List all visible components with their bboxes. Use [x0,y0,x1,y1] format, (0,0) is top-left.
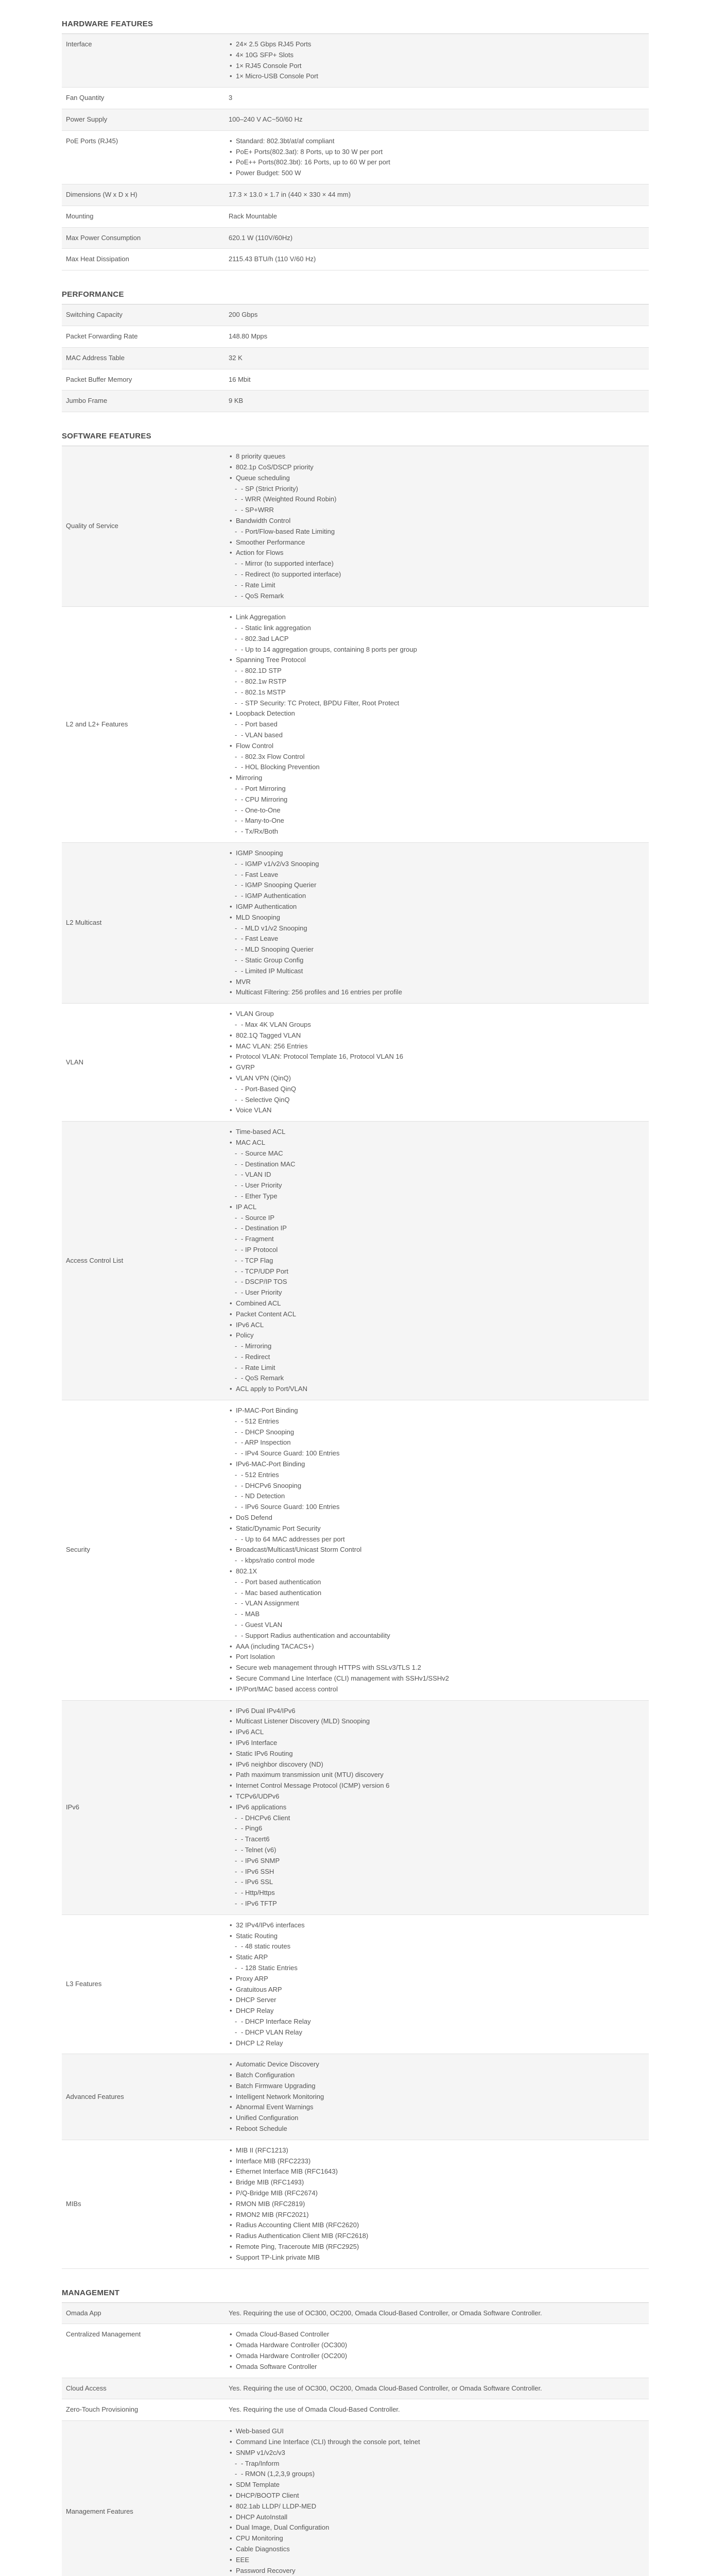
spec-list-item: • Web-based GUI [236,2426,645,2437]
spec-list-item: • Combined ACL [236,1298,645,1309]
spec-list-item: - - IPv6 Source Guard: 100 Entries [236,1502,645,1513]
spec-table [62,446,649,2269]
spec-label: Management Features [62,2421,224,2576]
spec-value [224,607,649,843]
spec-list-item: • Port Isolation [236,1652,645,1663]
spec-label: L2 Multicast [62,843,224,1004]
spec-row [62,304,649,326]
spec-label: Quality of Service [62,446,224,607]
spec-list-item: • DoS Defend [236,1513,645,1523]
spec-list-item: - - Rate Limit [236,1363,645,1374]
spec-value: 620.1 W (110V/60Hz) [224,227,649,249]
spec-list-item: - - Static Group Config [236,955,645,966]
spec-list-item: - - Redirect [236,1352,645,1363]
spec-list-item: • IPv6 Interface [236,1738,645,1749]
spec-list-item: • 802.1Q Tagged VLAN [236,1030,645,1041]
spec-value [224,843,649,1004]
section-title: MANAGEMENT [62,2272,649,2303]
spec-list-item: • SDM Template [236,2480,645,2490]
spec-list-item: • Unified Configuration [236,2113,645,2124]
spec-row [62,109,649,130]
spec-label: IPv6 [62,1700,224,1914]
section-title: HARDWARE FEATURES [62,3,649,34]
spec-label: Mounting [62,206,224,227]
spec-list-item: - - STP Security: TC Protect, BPDU Filter, Root Protect [236,698,645,709]
spec-list-item: • Remote Ping, Traceroute MIB (RFC2925) [236,2242,645,2252]
spec-list-item: • 1× RJ45 Console Port [236,61,645,72]
section-title: SOFTWARE FEATURES [62,415,649,446]
spec-label: Zero-Touch Provisioning [62,2399,224,2421]
spec-list-item: • P/Q-Bridge MIB (RFC2674) [236,2188,645,2199]
spec-list-item: • VLAN Group [236,1009,645,1020]
spec-list-item: • 4× 10G SFP+ Slots [236,50,645,61]
spec-list-item: - - User Priority [236,1287,645,1298]
spec-value [224,34,649,88]
spec-label: Omada App [62,2303,224,2324]
spec-list-item: • Omada Hardware Controller (OC200) [236,2351,645,2362]
spec-table [62,34,649,270]
spec-list-item: • Static IPv6 Routing [236,1749,645,1759]
spec-list-item: - - DHCPv6 Snooping [236,1481,645,1492]
spec-list-item: • DHCP/BOOTP Client [236,2490,645,2501]
spec-list-item: - - Selective QinQ [236,1095,645,1106]
spec-value [224,1122,649,1400]
spec-value-list [229,2426,645,2576]
spec-list-item: - - TCP/UDP Port [236,1266,645,1277]
spec-list-item: • 802.1ab LLDP/ LLDP-MED [236,2501,645,2512]
spec-list-item: - - Port-Based QinQ [236,1084,645,1095]
spec-list-item: • MLD Snooping [236,912,645,923]
spec-list-item: - - IPv4 Source Guard: 100 Entries [236,1448,645,1459]
spec-row [62,227,649,249]
spec-value: 2115.43 BTU/h (110 V/60 Hz) [224,249,649,270]
spec-list-item: • MAC ACL [236,1138,645,1148]
spec-list-item: - - kbps/ratio control mode [236,1555,645,1566]
spec-row [62,1004,649,1122]
spec-value-list [229,2329,645,2372]
spec-list-item: • Spanning Tree Protocol [236,655,645,666]
spec-list-item: • Batch Configuration [236,2070,645,2081]
spec-list-item: • 802.1X [236,1566,645,1577]
spec-list-item: - - Mirror (to supported interface) [236,558,645,569]
software-section [62,415,649,2269]
spec-list-item: • PoE+ Ports(802.3at): 8 Ports, up to 30 W per port [236,147,645,158]
spec-list-item: • IPv6 ACL [236,1320,645,1331]
spec-label: VLAN [62,1004,224,1122]
spec-list-item: • SNMP v1/v2c/v3 [236,2448,645,2459]
spec-value [224,130,649,184]
spec-table [62,304,649,412]
spec-list-item: • Intelligent Network Monitoring [236,2092,645,2103]
spec-list-item: • Action for Flows [236,548,645,558]
spec-list-item: • Omada Cloud-Based Controller [236,2329,645,2340]
spec-list-item: • Interface MIB (RFC2233) [236,2156,645,2167]
spec-value [224,1004,649,1122]
spec-list-item: - - Ether Type [236,1191,645,1202]
spec-list-item: • 1× Micro-USB Console Port [236,71,645,82]
spec-row [62,2399,649,2421]
spec-label: Max Heat Dissipation [62,249,224,270]
spec-list-item: - - ARP Inspection [236,1437,645,1448]
spec-list-item: • Radius Accounting Client MIB (RFC2620) [236,2220,645,2231]
spec-list-item: - - Guest VLAN [236,1620,645,1631]
spec-list-item: • Voice VLAN [236,1105,645,1116]
spec-row [62,2324,649,2378]
spec-list-item: - - DHCPv6 Client [236,1813,645,1824]
spec-row [62,1700,649,1914]
spec-list-item: • VLAN VPN (QinQ) [236,1073,645,1084]
spec-list-item: - - Up to 64 MAC addresses per port [236,1534,645,1545]
spec-list-item: • Bridge MIB (RFC1493) [236,2177,645,2188]
spec-value-list [229,848,645,998]
spec-list-item: • Radius Authentication Client MIB (RFC2618) [236,2231,645,2242]
spec-list-item: • GVRP [236,1062,645,1073]
spec-list-item: - - Up to 14 aggregation groups, containing 8 ports per group [236,645,645,655]
spec-label: MIBs [62,2140,224,2268]
spec-value-list [229,1405,645,1695]
spec-label: Interface [62,34,224,88]
spec-value: 100–240 V AC~50/60 Hz [224,109,649,130]
spec-list-item: - - Port/Flow-based Rate Limiting [236,527,645,537]
spec-list-item: • Protocol VLAN: Protocol Template 16, Protocol VLAN 16 [236,1052,645,1062]
spec-value-list [229,1009,645,1116]
spec-list-item: • Secure Command Line Interface (CLI) management with SSHv1/SSHv2 [236,1673,645,1684]
spec-list-item: • Power Budget: 500 W [236,168,645,179]
spec-value: 9 KB [224,391,649,412]
spec-list-item: • Standard: 802.3bt/at/af compliant [236,136,645,147]
spec-table [62,2303,649,2576]
spec-list-item: - - SP (Strict Priority) [236,484,645,495]
spec-list-item: • IPv6 ACL [236,1727,645,1738]
spec-list-item: - - Mirroring [236,1341,645,1352]
spec-list-item: - - Port based [236,719,645,730]
spec-list-item: - - HOL Blocking Prevention [236,762,645,773]
spec-list-item: • Proxy ARP [236,1974,645,1985]
spec-list-item: - - 512 Entries [236,1470,645,1481]
spec-list-item: • IP/Port/MAC based access control [236,1684,645,1695]
spec-list-item: • Time-based ACL [236,1127,645,1138]
spec-value-list [229,2059,645,2134]
spec-list-item: • Secure web management through HTTPS with SSLv3/TLS 1.2 [236,1663,645,1673]
spec-list-item: • Policy [236,1330,645,1341]
spec-label: Centralized Management [62,2324,224,2378]
spec-row [62,326,649,347]
spec-list-item: • Link Aggregation [236,612,645,623]
spec-list-item: • Batch Firmware Upgrading [236,2081,645,2092]
spec-list-item: • Loopback Detection [236,708,645,719]
spec-row [62,1914,649,2054]
spec-list-item: • Dual Image, Dual Configuration [236,2522,645,2533]
spec-list-item: • RMON2 MIB (RFC2021) [236,2210,645,2221]
spec-list-item: - - 128 Static Entries [236,1963,645,1974]
spec-list-item: - - Source MAC [236,1148,645,1159]
spec-label: Power Supply [62,109,224,130]
spec-list-item: • Smoother Performance [236,537,645,548]
spec-value-list [229,612,645,837]
spec-list-item: - - VLAN based [236,730,645,741]
spec-list-item: - - TCP Flag [236,1256,645,1266]
spec-list-item: - - DHCP Interface Relay [236,2016,645,2027]
spec-list-item: - - Port based authentication [236,1577,645,1588]
spec-list-item: - - 48 static routes [236,1941,645,1952]
spec-list-item: - - QoS Remark [236,1373,645,1384]
spec-list-item: • Static ARP [236,1952,645,1963]
spec-list-item: • Ethernet Interface MIB (RFC1643) [236,2166,645,2177]
spec-list-item: • DHCP AutoInstall [236,2512,645,2523]
spec-row [62,34,649,88]
spec-label: Packet Forwarding Rate [62,326,224,347]
spec-row [62,249,649,270]
spec-list-item: • IPv6 applications [236,1802,645,1813]
spec-value-list [229,1127,645,1395]
spec-list-item: - - DHCP VLAN Relay [236,2027,645,2038]
spec-list-item: - - Fragment [236,1234,645,1245]
spec-label: Security [62,1400,224,1701]
spec-label: Advanced Features [62,2054,224,2140]
spec-list-item: - - IGMP Authentication [236,891,645,902]
spec-value: 148.80 Mpps [224,326,649,347]
spec-row [62,1400,649,1701]
spec-list-item: • IP ACL [236,1202,645,1213]
spec-label: Fan Quantity [62,88,224,109]
spec-list-item: - - MLD v1/v2 Snooping [236,923,645,934]
spec-row [62,369,649,391]
spec-label: Packet Buffer Memory [62,369,224,391]
spec-value [224,2054,649,2140]
spec-value: Rack Mountable [224,206,649,227]
spec-list-item: - - Tracert6 [236,1834,645,1845]
spec-value-list [229,136,645,179]
spec-list-item: - - MLD Snooping Querier [236,944,645,955]
spec-list-item: • Cable Diagnostics [236,2544,645,2555]
spec-list-item: - - Destination IP [236,1223,645,1234]
spec-value [224,2140,649,2268]
spec-list-item: • Packet Content ACL [236,1309,645,1320]
spec-label: MAC Address Table [62,347,224,369]
spec-list-item: • Password Recovery [236,2566,645,2576]
spec-label: Max Power Consumption [62,227,224,249]
spec-list-item: - - Ping6 [236,1823,645,1834]
spec-list-item: - - Support Radius authentication and accountability [236,1631,645,1641]
spec-list-item: • DHCP Relay [236,2006,645,2016]
spec-list-item: - - 512 Entries [236,1416,645,1427]
spec-value [224,2324,649,2378]
spec-list-item: - - DHCP Snooping [236,1427,645,1438]
spec-list-item: - - VLAN ID [236,1170,645,1180]
spec-value: 3 [224,88,649,109]
spec-list-item: - - RMON (1,2,3,9 groups) [236,2469,645,2480]
spec-list-item: • EEE [236,2555,645,2566]
spec-value: 17.3 × 13.0 × 1.7 in (440 × 330 × 44 mm) [224,184,649,206]
spec-list-item: • Gratuitous ARP [236,1985,645,1995]
spec-list-item: - - 802.1w RSTP [236,676,645,687]
spec-list-item: • 802.1p CoS/DSCP priority [236,462,645,473]
spec-list-item: • 8 priority queues [236,451,645,462]
spec-row [62,347,649,369]
spec-list-item: - - DSCP/IP TOS [236,1277,645,1287]
spec-list-item: • MAC VLAN: 256 Entries [236,1041,645,1052]
spec-list-item: - - Redirect (to supported interface) [236,569,645,580]
spec-list-item: • IPv6 neighbor discovery (ND) [236,1759,645,1770]
spec-list-item: • TCPv6/UDPv6 [236,1791,645,1802]
spec-value: Yes. Requiring the use of OC300, OC200, Omada Cloud-Based Controller, or Omada Software Controller. [224,2378,649,2399]
spec-list-item: • DHCP Server [236,1995,645,2006]
spec-value [224,2421,649,2576]
spec-list-item: • IPv6 Dual IPv4/IPv6 [236,1706,645,1717]
spec-list-item: - - VLAN Assignment [236,1598,645,1609]
spec-list-item: • IPv6-MAC-Port Binding [236,1459,645,1470]
spec-row [62,1122,649,1400]
section-title: PERFORMANCE [62,274,649,304]
spec-list-item: - - IPv6 TFTP [236,1899,645,1909]
spec-list-item: • DHCP L2 Relay [236,2038,645,2049]
spec-list-item: • 32 IPv4/IPv6 interfaces [236,1920,645,1931]
spec-value: Yes. Requiring the use of Omada Cloud-Based Controller. [224,2399,649,2421]
spec-list-item: • CPU Monitoring [236,2533,645,2544]
spec-list-item: • PoE++ Ports(802.3bt): 16 Ports, up to 60 W per port [236,157,645,168]
spec-list-item: • Queue scheduling [236,473,645,484]
spec-list-item: - - Limited IP Multicast [236,966,645,977]
spec-list-item: - - 802.3x Flow Control [236,752,645,762]
management-section [62,2272,649,2576]
spec-list-item: - - Port Mirroring [236,784,645,794]
spec-list-item: • ACL apply to Port/VLAN [236,1384,645,1395]
spec-list-item: - - Destination MAC [236,1159,645,1170]
spec-row [62,88,649,109]
spec-list-item: • Automatic Device Discovery [236,2059,645,2070]
spec-list-item: • Broadcast/Multicast/Unicast Storm Control [236,1545,645,1555]
spec-list-item: • Omada Hardware Controller (OC300) [236,2340,645,2351]
spec-row [62,2421,649,2576]
spec-list-item: • Command Line Interface (CLI) through the console port, telnet [236,2437,645,2448]
spec-label: Switching Capacity [62,304,224,326]
spec-list-item: - - Mac based authentication [236,1588,645,1599]
spec-list-item: • 24× 2.5 Gbps RJ45 Ports [236,39,645,50]
spec-row [62,2140,649,2268]
spec-value [224,1400,649,1701]
spec-list-item: • Reboot Schedule [236,2124,645,2134]
spec-row [62,2054,649,2140]
spec-list-item: • Abnormal Event Warnings [236,2102,645,2113]
spec-list-item: • Multicast Listener Discovery (MLD) Snooping [236,1716,645,1727]
spec-list-item: • IP-MAC-Port Binding [236,1405,645,1416]
spec-sections [62,3,649,2576]
spec-list-item: • IGMP Snooping [236,848,645,859]
spec-value [224,446,649,607]
spec-list-item: • Support TP-Link private MIB [236,2252,645,2263]
spec-list-item: • IGMP Authentication [236,902,645,912]
spec-list-item: - - Many-to-One [236,816,645,826]
spec-list-item: - - IP Protocol [236,1245,645,1256]
spec-value: Yes. Requiring the use of OC300, OC200, Omada Cloud-Based Controller, or Omada Software Controller. [224,2303,649,2324]
spec-row [62,130,649,184]
spec-list-item: • Mirroring [236,773,645,784]
spec-row [62,2378,649,2399]
spec-label: PoE Ports (RJ45) [62,130,224,184]
spec-value [224,1914,649,2054]
spec-list-item: - - 802.3ad LACP [236,634,645,645]
hardware-section [62,3,649,270]
spec-list-item: • Bandwidth Control [236,516,645,527]
spec-list-item: - - One-to-One [236,805,645,816]
spec-list-item: • Multicast Filtering: 256 profiles and 16 entries per profile [236,987,645,998]
spec-row [62,843,649,1004]
spec-list-item: - - IPv6 SSH [236,1867,645,1877]
spec-list-item: - - 802.1s MSTP [236,687,645,698]
spec-label: L3 Features [62,1914,224,2054]
spec-list-item: - - Fast Leave [236,870,645,880]
spec-value-list [229,1706,645,1909]
spec-label: L2 and L2+ Features [62,607,224,843]
spec-value-list [229,1920,645,2049]
spec-list-item: - - User Priority [236,1180,645,1191]
spec-list-item: • AAA (including TACACS+) [236,1641,645,1652]
spec-list-item: • MIB II (RFC1213) [236,2145,645,2156]
spec-list-item: - - IPv6 SNMP [236,1856,645,1867]
spec-list-item: • Omada Software Controller [236,2362,645,2372]
spec-list-item: • MVR [236,977,645,988]
spec-row [62,2303,649,2324]
spec-row [62,206,649,227]
spec-list-item: - - SP+WRR [236,505,645,516]
spec-value: 32 K [224,347,649,369]
spec-list-item: - - QoS Remark [236,591,645,602]
spec-list-item: - - IGMP Snooping Querier [236,880,645,891]
spec-value-list [229,451,645,601]
spec-value-list [229,39,645,82]
spec-list-item: - - Telnet (v6) [236,1845,645,1856]
spec-list-item: - - Tx/Rx/Both [236,826,645,837]
spec-list-item: • Static/Dynamic Port Security [236,1523,645,1534]
spec-list-item: - - CPU Mirroring [236,794,645,805]
spec-list-item: - - Static link aggregation [236,623,645,634]
spec-list-item: - - Http/Https [236,1888,645,1899]
spec-value: 200 Gbps [224,304,649,326]
spec-value [224,1700,649,1914]
spec-list-item: • Internet Control Message Protocol (ICMP) version 6 [236,1781,645,1791]
spec-list-item: - - Rate Limit [236,580,645,591]
spec-page [62,0,649,2576]
spec-row [62,607,649,843]
spec-list-item: • RMON MIB (RFC2819) [236,2199,645,2210]
spec-list-item: - - Max 4K VLAN Groups [236,1020,645,1030]
spec-row [62,391,649,412]
spec-list-item: • Flow Control [236,741,645,752]
spec-list-item: - - ND Detection [236,1491,645,1502]
spec-value-list [229,2145,645,2263]
spec-list-item: - - Fast Leave [236,934,645,944]
spec-label: Dimensions (W x D x H) [62,184,224,206]
spec-row [62,184,649,206]
spec-list-item: - - WRR (Weighted Round Robin) [236,494,645,505]
spec-list-item: - - Trap/Inform [236,2459,645,2469]
spec-list-item: - - IGMP v1/v2/v3 Snooping [236,859,645,870]
spec-list-item: • Path maximum transmission unit (MTU) discovery [236,1770,645,1781]
spec-label: Access Control List [62,1122,224,1400]
performance-section [62,274,649,412]
spec-row [62,446,649,607]
spec-list-item: - - Source IP [236,1213,645,1224]
spec-value: 16 Mbit [224,369,649,391]
spec-list-item: - - MAB [236,1609,645,1620]
spec-label: Cloud Access [62,2378,224,2399]
spec-list-item: - - IPv6 SSL [236,1877,645,1888]
spec-list-item: • Static Routing [236,1931,645,1942]
spec-list-item: - - 802.1D STP [236,666,645,676]
spec-label: Jumbo Frame [62,391,224,412]
